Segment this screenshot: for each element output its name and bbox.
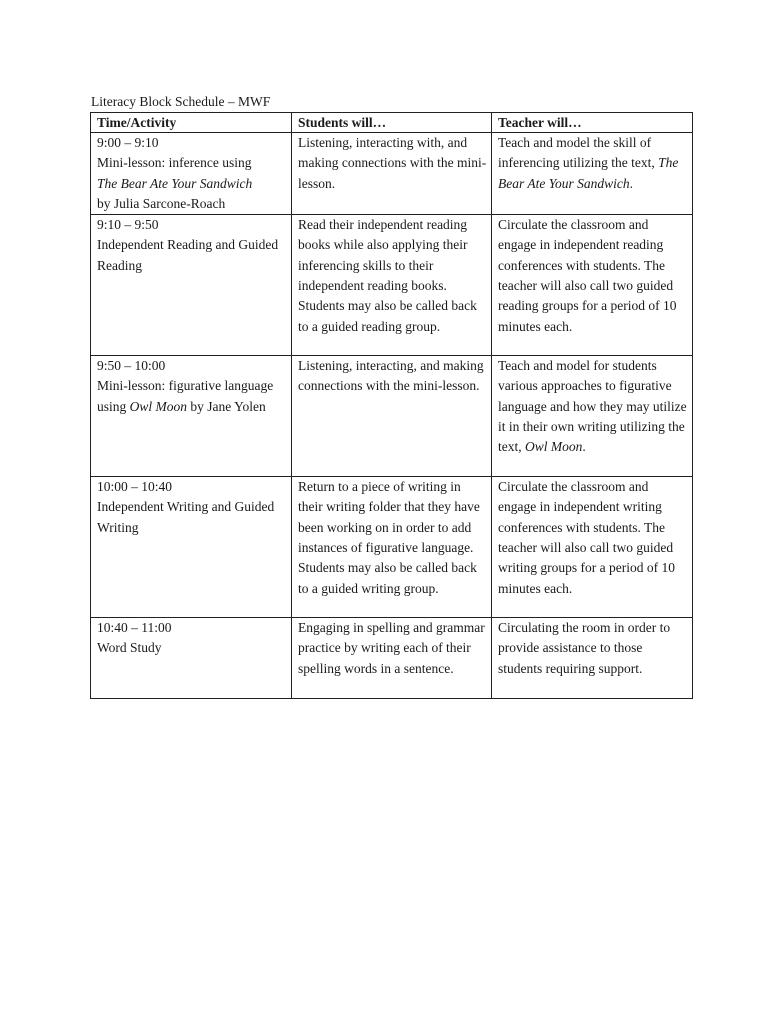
time-activity-cell xyxy=(91,215,292,356)
schedule-table xyxy=(90,112,693,699)
teacher-cell xyxy=(492,477,693,618)
students-text: Listening, interacting, and making connections with the mini-lesson. xyxy=(298,358,484,394)
table-row xyxy=(91,618,693,699)
teacher-text: Circulating the room in order to provide assistance to those students requiring support. xyxy=(498,620,671,676)
teacher-cell xyxy=(492,618,693,699)
activity-text: by Jane Yolen xyxy=(190,398,266,414)
time-slot: 9:50 – 10:00 xyxy=(97,358,166,374)
students-text: Listening, interacting with, and making connections with the mini-lesson. xyxy=(298,135,487,191)
time-slot: 9:10 – 9:50 xyxy=(97,217,159,233)
teacher-text: Teach and model the skill of inferencing utilizing the text, xyxy=(498,135,655,171)
book-title: Owl Moon xyxy=(525,439,583,455)
teacher-cell xyxy=(492,215,693,356)
students-text: Read their independent reading books while also applying their inferencing skills to their independent reading books. Students may also be called back to a guided reading group. xyxy=(298,217,477,334)
table-header-row xyxy=(91,113,693,133)
students-cell xyxy=(292,618,492,699)
teacher-cell xyxy=(492,356,693,477)
students-cell xyxy=(292,356,492,477)
header-time-activity: Time/Activity xyxy=(91,113,292,133)
table-row xyxy=(91,215,693,356)
table-row xyxy=(91,477,693,618)
teacher-text: . xyxy=(629,175,634,191)
students-cell xyxy=(292,477,492,618)
students-text: Engaging in spelling and grammar practice by writing each of their spelling words in a sentence. xyxy=(298,620,485,676)
teacher-text: Teach and model for students various approaches to figurative language and how they may utilize it in their own writing utilizing the text, xyxy=(498,358,687,455)
students-cell xyxy=(292,133,492,215)
header-students: Students will… xyxy=(292,113,492,133)
time-slot: 10:40 – 11:00 xyxy=(97,620,172,636)
teacher-text: Circulate the classroom and engage in independent reading conferences with students. The teacher will also call two guided reading groups for a period of 10 minutes each. xyxy=(498,217,677,334)
table-row xyxy=(91,133,693,215)
schedule-title: Literacy Block Schedule – MWF xyxy=(91,94,271,109)
book-title: The Bear Ate Your Sandwich xyxy=(498,155,679,191)
time-slot: 9:00 – 9:10 xyxy=(97,135,159,150)
book-title: The Bear Ate Your Sandwich xyxy=(97,175,253,191)
activity-text: Independent Reading and Guided Reading xyxy=(97,237,279,273)
time-activity-cell xyxy=(91,356,292,477)
time-activity-cell xyxy=(91,618,292,699)
teacher-text: . xyxy=(582,439,586,455)
time-activity-cell xyxy=(91,133,292,215)
table-row xyxy=(91,356,693,477)
activity-text: Word Study xyxy=(97,640,162,656)
header-teacher: Teacher will… xyxy=(492,113,693,133)
book-title: Owl Moon xyxy=(129,398,188,414)
activity-text: by Julia Sarcone-Roach xyxy=(97,195,226,211)
teacher-cell xyxy=(492,133,693,215)
activity-text: Independent Writing and Guided Writing xyxy=(97,499,275,535)
time-activity-cell xyxy=(91,477,292,618)
activity-text: Mini-lesson: figurative language using xyxy=(97,378,274,414)
activity-text: Mini-lesson: inference using xyxy=(97,155,252,171)
students-cell xyxy=(292,215,492,356)
students-text: Return to a piece of writing in their writing folder that they have been working on in order to add instances of figurative language. Students may also be called back to a guided writing group. xyxy=(298,479,480,596)
time-slot: 10:00 – 10:40 xyxy=(97,479,173,495)
teacher-text: Circulate the classroom and engage in independent writing conferences with students. The teacher will also call two guided writing groups for a period of 10 minutes each. xyxy=(498,479,675,596)
